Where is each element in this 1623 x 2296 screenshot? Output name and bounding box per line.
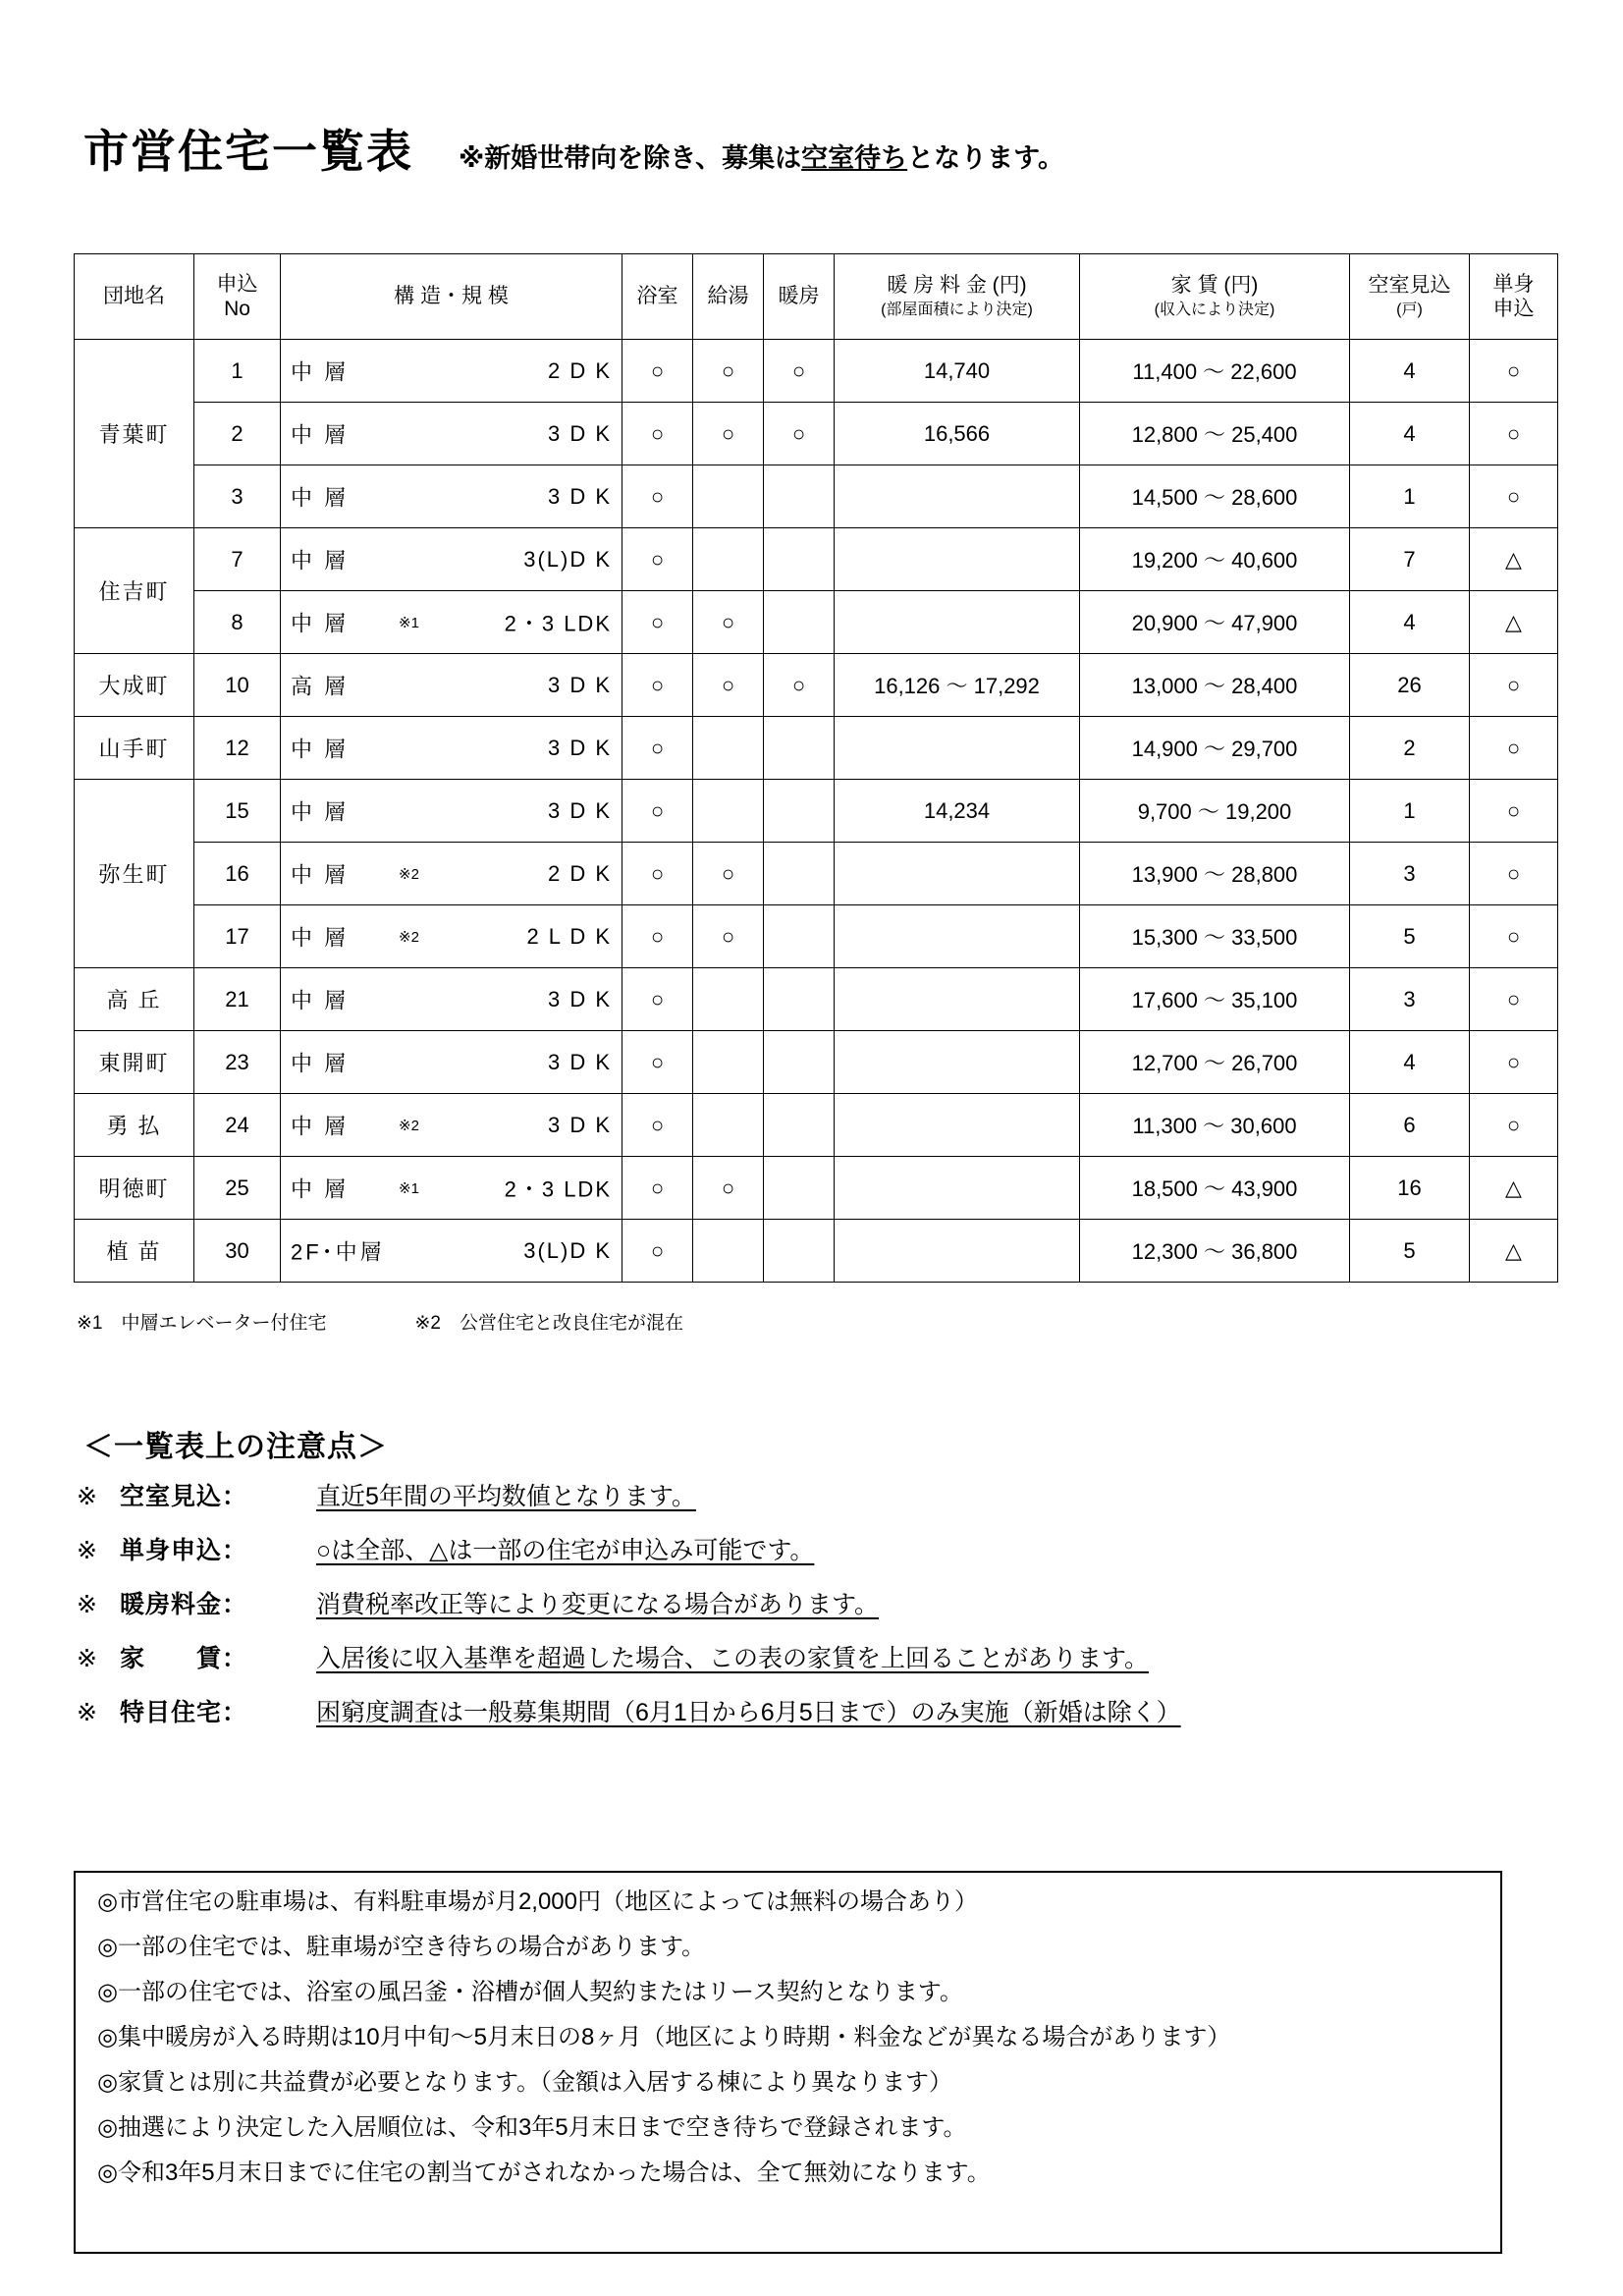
cell-application-no: 10 — [194, 654, 281, 717]
structure-type: 中 層 — [291, 611, 350, 635]
structure-size: 3 D K — [547, 797, 612, 823]
table-row — [75, 1157, 1558, 1220]
cell-structure — [281, 968, 622, 1031]
cell-application-no: 15 — [194, 780, 281, 843]
cell-heating-fee — [835, 1094, 1080, 1157]
cell-danchi: 弥生町 — [75, 780, 194, 968]
note-label: 家 賃： — [120, 1645, 248, 1672]
header-vacancy-sub: (戸) — [1396, 301, 1423, 319]
note-bullet: ※ — [77, 1483, 97, 1510]
structure-type: 中 層 — [291, 862, 350, 887]
structure-note: ※2 — [399, 865, 419, 883]
cell-single: ○ — [1470, 1094, 1558, 1157]
cell-vacancy: 1 — [1350, 780, 1470, 843]
cell-vacancy: 16 — [1350, 1157, 1470, 1220]
cell-heating-fee: 16,566 — [835, 403, 1080, 465]
table-row — [75, 780, 1558, 843]
header-single-line2: 申込 — [1492, 298, 1535, 320]
structure-size: 3 D K — [547, 735, 612, 760]
note-bullet: ※ — [77, 1699, 97, 1726]
cell-application-no: 12 — [194, 717, 281, 780]
cell-danchi: 植 苗 — [75, 1220, 194, 1283]
cell-structure — [281, 654, 622, 717]
cell-bathroom: ○ — [622, 654, 693, 717]
cell-application-no: 16 — [194, 843, 281, 905]
cell-heating-fee — [835, 465, 1080, 528]
table-row — [75, 528, 1558, 591]
subtitle-prefix: ※新婚世帯向を除き、募集は — [459, 143, 802, 173]
header-application-no-line2: No — [224, 298, 250, 320]
structure-type: 中 層 — [291, 1114, 350, 1138]
cell-vacancy: 3 — [1350, 843, 1470, 905]
cell-single: △ — [1470, 1220, 1558, 1283]
note-text: ○は全部、△は一部の住宅が申込み可能です。 — [316, 1537, 815, 1564]
cell-structure — [281, 843, 622, 905]
structure-type: 中 層 — [291, 799, 350, 824]
cell-application-no: 1 — [194, 340, 281, 403]
cell-bathroom: ○ — [622, 780, 693, 843]
cell-rent: 11,400 〜 22,600 — [1080, 340, 1350, 403]
structure-note: ※2 — [399, 928, 419, 946]
structure-type: 中 層 — [291, 422, 350, 447]
cell-heating-fee: 14,740 — [835, 340, 1080, 403]
cell-structure — [281, 780, 622, 843]
structure-size: 3(L)D K — [523, 1237, 612, 1263]
cell-structure — [281, 905, 622, 968]
cell-rent: 20,900 〜 47,900 — [1080, 591, 1350, 654]
cell-bathroom: ○ — [622, 1031, 693, 1094]
cell-danchi: 青葉町 — [75, 340, 194, 528]
cell-application-no: 17 — [194, 905, 281, 968]
structure-size: 2・3 LDK — [504, 1176, 612, 1201]
cell-bathroom: ○ — [622, 905, 693, 968]
note-bullet: ※ — [77, 1591, 97, 1618]
cell-rent: 17,600 〜 35,100 — [1080, 968, 1350, 1031]
table-row — [75, 1031, 1558, 1094]
cell-danchi: 大成町 — [75, 654, 194, 717]
cell-heating-fee — [835, 968, 1080, 1031]
cell-vacancy: 26 — [1350, 654, 1470, 717]
cell-rent: 19,200 〜 40,600 — [1080, 528, 1350, 591]
cell-heating — [764, 528, 835, 591]
cell-heating — [764, 1220, 835, 1283]
structure-size: 2・3 LDK — [504, 611, 612, 635]
cell-rent: 13,900 〜 28,800 — [1080, 843, 1350, 905]
note-item — [77, 1639, 1549, 1674]
cell-heating-fee — [835, 1220, 1080, 1283]
cell-single: ○ — [1470, 843, 1558, 905]
cell-rent: 12,700 〜 26,700 — [1080, 1031, 1350, 1094]
structure-size: 3 D K — [547, 986, 612, 1011]
title-row — [83, 116, 1064, 181]
header-structure: 構 造・規 模 — [281, 254, 622, 340]
table-row — [75, 403, 1558, 465]
note-item — [77, 1693, 1549, 1728]
cell-rent: 9,700 〜 19,200 — [1080, 780, 1350, 843]
page-title: 市営住宅一覧表 — [83, 126, 413, 177]
structure-type: 中 層 — [291, 548, 350, 573]
info-line: ◎一部の住宅では、駐車場が空き待ちの場合があります。 — [97, 1934, 706, 1960]
header-heating-fee-sub: (部屋面積により決定) — [881, 301, 1033, 319]
header-single-line1: 単身 — [1492, 272, 1535, 296]
header-vacancy — [1350, 254, 1470, 340]
header-hotwater: 給湯 — [693, 254, 764, 340]
cell-heating — [764, 1031, 835, 1094]
header-heating-fee — [835, 254, 1080, 340]
structure-type: 中 層 — [291, 988, 350, 1012]
table-row — [75, 465, 1558, 528]
cell-heating — [764, 1094, 835, 1157]
cell-structure — [281, 591, 622, 654]
footnote-1: ※1 中層エレベーター付住宅 — [77, 1313, 327, 1334]
cell-heating-fee — [835, 1031, 1080, 1094]
cell-vacancy: 4 — [1350, 1031, 1470, 1094]
cell-bathroom: ○ — [622, 465, 693, 528]
structure-size: 2 D K — [547, 357, 612, 383]
cell-heating — [764, 717, 835, 780]
cell-vacancy: 7 — [1350, 528, 1470, 591]
header-single-application — [1470, 254, 1558, 340]
note-text: 消費税率改正等により変更になる場合があります。 — [316, 1591, 880, 1618]
note-text: 直近5年間の平均数値となります。 — [316, 1483, 696, 1510]
table-row — [75, 968, 1558, 1031]
cell-single: △ — [1470, 591, 1558, 654]
cell-heating — [764, 591, 835, 654]
cell-heating: ○ — [764, 654, 835, 717]
notes-list — [77, 1477, 1549, 1747]
cell-vacancy: 5 — [1350, 905, 1470, 968]
cell-vacancy: 3 — [1350, 968, 1470, 1031]
structure-size: 3 D K — [547, 483, 612, 509]
table-row — [75, 843, 1558, 905]
note-label: 単身申込： — [120, 1537, 248, 1564]
cell-heating: ○ — [764, 403, 835, 465]
footnote-2: ※2 公営住宅と改良住宅が混在 — [414, 1313, 683, 1334]
header-danchi: 団地名 — [75, 254, 194, 340]
structure-type: 中 層 — [291, 485, 350, 510]
header-vacancy-main: 空室見込 — [1368, 273, 1451, 297]
structure-note: ※2 — [399, 1117, 419, 1134]
table-footnotes — [77, 1308, 683, 1335]
cell-heating-fee: 14,234 — [835, 780, 1080, 843]
cell-single: △ — [1470, 1157, 1558, 1220]
cell-danchi: 高 丘 — [75, 968, 194, 1031]
header-application-no-line1: 申込 — [216, 272, 258, 296]
cell-rent: 13,000 〜 28,400 — [1080, 654, 1350, 717]
cell-hotwater: ○ — [693, 654, 764, 717]
cell-hotwater: ○ — [693, 1157, 764, 1220]
cell-hotwater — [693, 780, 764, 843]
cell-vacancy: 4 — [1350, 403, 1470, 465]
table-row — [75, 591, 1558, 654]
header-heating: 暖房 — [764, 254, 835, 340]
structure-type: 中 層 — [291, 359, 350, 384]
header-heating-fee-main: 暖 房 料 金 (円) — [887, 273, 1027, 297]
cell-hotwater — [693, 1031, 764, 1094]
structure-size: 3 D K — [547, 420, 612, 446]
cell-rent: 18,500 〜 43,900 — [1080, 1157, 1350, 1220]
note-item — [77, 1477, 1549, 1512]
notes-heading: ＜一覧表上の注意点＞ — [83, 1431, 388, 1463]
cell-rent: 14,900 〜 29,700 — [1080, 717, 1350, 780]
info-line: ◎家賃とは別に共益費が必要となります。（金額は入居する棟により異なります） — [97, 2069, 953, 2096]
header-rent-sub: (収入により決定) — [1154, 301, 1275, 319]
note-bullet: ※ — [77, 1537, 97, 1564]
cell-heating-fee — [835, 528, 1080, 591]
cell-danchi: 勇 払 — [75, 1094, 194, 1157]
note-label: 空室見込： — [120, 1483, 248, 1510]
cell-single: ○ — [1470, 403, 1558, 465]
cell-bathroom: ○ — [622, 340, 693, 403]
cell-hotwater — [693, 1094, 764, 1157]
cell-heating-fee: 16,126 〜 17,292 — [835, 654, 1080, 717]
cell-single: ○ — [1470, 654, 1558, 717]
cell-heating — [764, 968, 835, 1031]
cell-single: ○ — [1470, 780, 1558, 843]
cell-vacancy: 4 — [1350, 591, 1470, 654]
cell-hotwater: ○ — [693, 843, 764, 905]
cell-single: ○ — [1470, 465, 1558, 528]
cell-vacancy: 4 — [1350, 340, 1470, 403]
cell-single: ○ — [1470, 1031, 1558, 1094]
table-row — [75, 340, 1558, 403]
cell-heating-fee — [835, 905, 1080, 968]
info-line: ◎集中暖房が入る時期は10月中旬〜5月末日の8ヶ月（地区により時期・料金などが異なる場合があります） — [97, 2024, 1231, 2050]
cell-rent: 12,800 〜 25,400 — [1080, 403, 1350, 465]
cell-bathroom: ○ — [622, 403, 693, 465]
cell-heating — [764, 905, 835, 968]
note-label: 特目住宅： — [120, 1699, 248, 1726]
cell-vacancy: 5 — [1350, 1220, 1470, 1283]
info-line: ◎一部の住宅では、浴室の風呂釜・浴槽が個人契約またはリース契約となります。 — [97, 1979, 963, 2005]
header-application-no — [194, 254, 281, 340]
cell-rent: 15,300 〜 33,500 — [1080, 905, 1350, 968]
cell-structure — [281, 1094, 622, 1157]
cell-rent: 12,300 〜 36,800 — [1080, 1220, 1350, 1283]
cell-application-no: 23 — [194, 1031, 281, 1094]
cell-bathroom: ○ — [622, 968, 693, 1031]
info-line: ◎令和3年5月末日までに住宅の割当てがされなかった場合は、全て無効になります。 — [97, 2159, 991, 2186]
structure-size: 3(L)D K — [523, 546, 612, 572]
cell-hotwater: ○ — [693, 591, 764, 654]
cell-structure — [281, 717, 622, 780]
cell-application-no: 25 — [194, 1157, 281, 1220]
note-label: 暖房料金： — [120, 1591, 248, 1618]
cell-application-no: 3 — [194, 465, 281, 528]
note-text: 入居後に収入基準を超過した場合、この表の家賃を上回ることがあります。 — [316, 1645, 1150, 1672]
cell-heating — [764, 465, 835, 528]
cell-structure — [281, 340, 622, 403]
structure-size: 2 L D K — [526, 923, 612, 949]
cell-vacancy: 6 — [1350, 1094, 1470, 1157]
structure-size: 3 D K — [547, 672, 612, 697]
cell-application-no: 8 — [194, 591, 281, 654]
structure-size: 2 D K — [547, 860, 612, 886]
cell-structure — [281, 1031, 622, 1094]
table-row — [75, 717, 1558, 780]
structure-type: 中 層 — [291, 1176, 350, 1201]
cell-heating-fee — [835, 1157, 1080, 1220]
cell-structure — [281, 528, 622, 591]
cell-application-no: 7 — [194, 528, 281, 591]
cell-heating: ○ — [764, 340, 835, 403]
cell-heating-fee — [835, 843, 1080, 905]
structure-type: 中 層 — [291, 1051, 350, 1075]
cell-bathroom: ○ — [622, 591, 693, 654]
cell-hotwater — [693, 1220, 764, 1283]
cell-bathroom: ○ — [622, 843, 693, 905]
cell-structure — [281, 403, 622, 465]
structure-size: 3 D K — [547, 1049, 612, 1074]
structure-note: ※1 — [399, 1179, 419, 1197]
structure-type: 高 層 — [291, 674, 350, 698]
cell-hotwater — [693, 528, 764, 591]
cell-bathroom: ○ — [622, 1220, 693, 1283]
cell-danchi: 住吉町 — [75, 528, 194, 654]
cell-single: ○ — [1470, 717, 1558, 780]
cell-structure — [281, 1157, 622, 1220]
note-item — [77, 1531, 1549, 1566]
cell-heating-fee — [835, 591, 1080, 654]
table-row — [75, 1094, 1558, 1157]
cell-danchi: 明徳町 — [75, 1157, 194, 1220]
cell-single: △ — [1470, 528, 1558, 591]
structure-size: 3 D K — [547, 1112, 612, 1137]
cell-rent: 14,500 〜 28,600 — [1080, 465, 1350, 528]
cell-application-no: 2 — [194, 403, 281, 465]
header-rent — [1080, 254, 1350, 340]
cell-rent: 11,300 〜 30,600 — [1080, 1094, 1350, 1157]
cell-hotwater — [693, 717, 764, 780]
cell-hotwater: ○ — [693, 340, 764, 403]
cell-bathroom: ○ — [622, 717, 693, 780]
table-row — [75, 905, 1558, 968]
subtitle-underlined: 空室待ち — [801, 143, 908, 173]
cell-hotwater: ○ — [693, 403, 764, 465]
cell-hotwater — [693, 465, 764, 528]
note-text: 困窮度調査は一般募集期間（6月1日から6月5日まで）のみ実施（新婚は除く） — [316, 1699, 1181, 1726]
page-subtitle — [459, 137, 1064, 175]
structure-type: 中 層 — [291, 925, 350, 950]
structure-type: 中 層 — [291, 737, 350, 761]
cell-heating — [764, 780, 835, 843]
cell-single: ○ — [1470, 340, 1558, 403]
note-item — [77, 1585, 1549, 1620]
header-rent-main: 家 賃 (円) — [1170, 273, 1259, 297]
cell-vacancy: 1 — [1350, 465, 1470, 528]
cell-danchi: 東開町 — [75, 1031, 194, 1094]
info-line: ◎抽選により決定した入居順位は、令和3年5月末日まで空き待ちで登録されます。 — [97, 2114, 967, 2141]
structure-type: 2F･中層 — [291, 1239, 385, 1264]
info-line: ◎市営住宅の駐車場は、有料駐車場が月2,000円（地区によっては無料の場合あり） — [97, 1888, 978, 1915]
table-row — [75, 1220, 1558, 1283]
cell-hotwater: ○ — [693, 905, 764, 968]
housing-table — [74, 253, 1558, 1283]
cell-bathroom: ○ — [622, 1094, 693, 1157]
cell-hotwater — [693, 968, 764, 1031]
cell-structure — [281, 465, 622, 528]
general-info-box — [74, 1871, 1502, 2254]
header-bathroom: 浴室 — [622, 254, 693, 340]
cell-application-no: 30 — [194, 1220, 281, 1283]
table-header — [75, 254, 1558, 340]
cell-single: ○ — [1470, 905, 1558, 968]
subtitle-suffix: となります。 — [907, 143, 1065, 173]
cell-application-no: 21 — [194, 968, 281, 1031]
cell-bathroom: ○ — [622, 1157, 693, 1220]
table-body — [75, 340, 1558, 1283]
cell-application-no: 24 — [194, 1094, 281, 1157]
cell-heating — [764, 1157, 835, 1220]
cell-danchi: 山手町 — [75, 717, 194, 780]
housing-table-container — [74, 253, 1537, 1296]
cell-heating — [764, 843, 835, 905]
cell-heating-fee — [835, 717, 1080, 780]
table-row — [75, 654, 1558, 717]
cell-structure — [281, 1220, 622, 1283]
note-bullet: ※ — [77, 1645, 97, 1672]
cell-single: ○ — [1470, 968, 1558, 1031]
cell-vacancy: 2 — [1350, 717, 1470, 780]
table-header-row — [75, 254, 1558, 340]
structure-note: ※1 — [399, 614, 419, 631]
cell-bathroom: ○ — [622, 528, 693, 591]
